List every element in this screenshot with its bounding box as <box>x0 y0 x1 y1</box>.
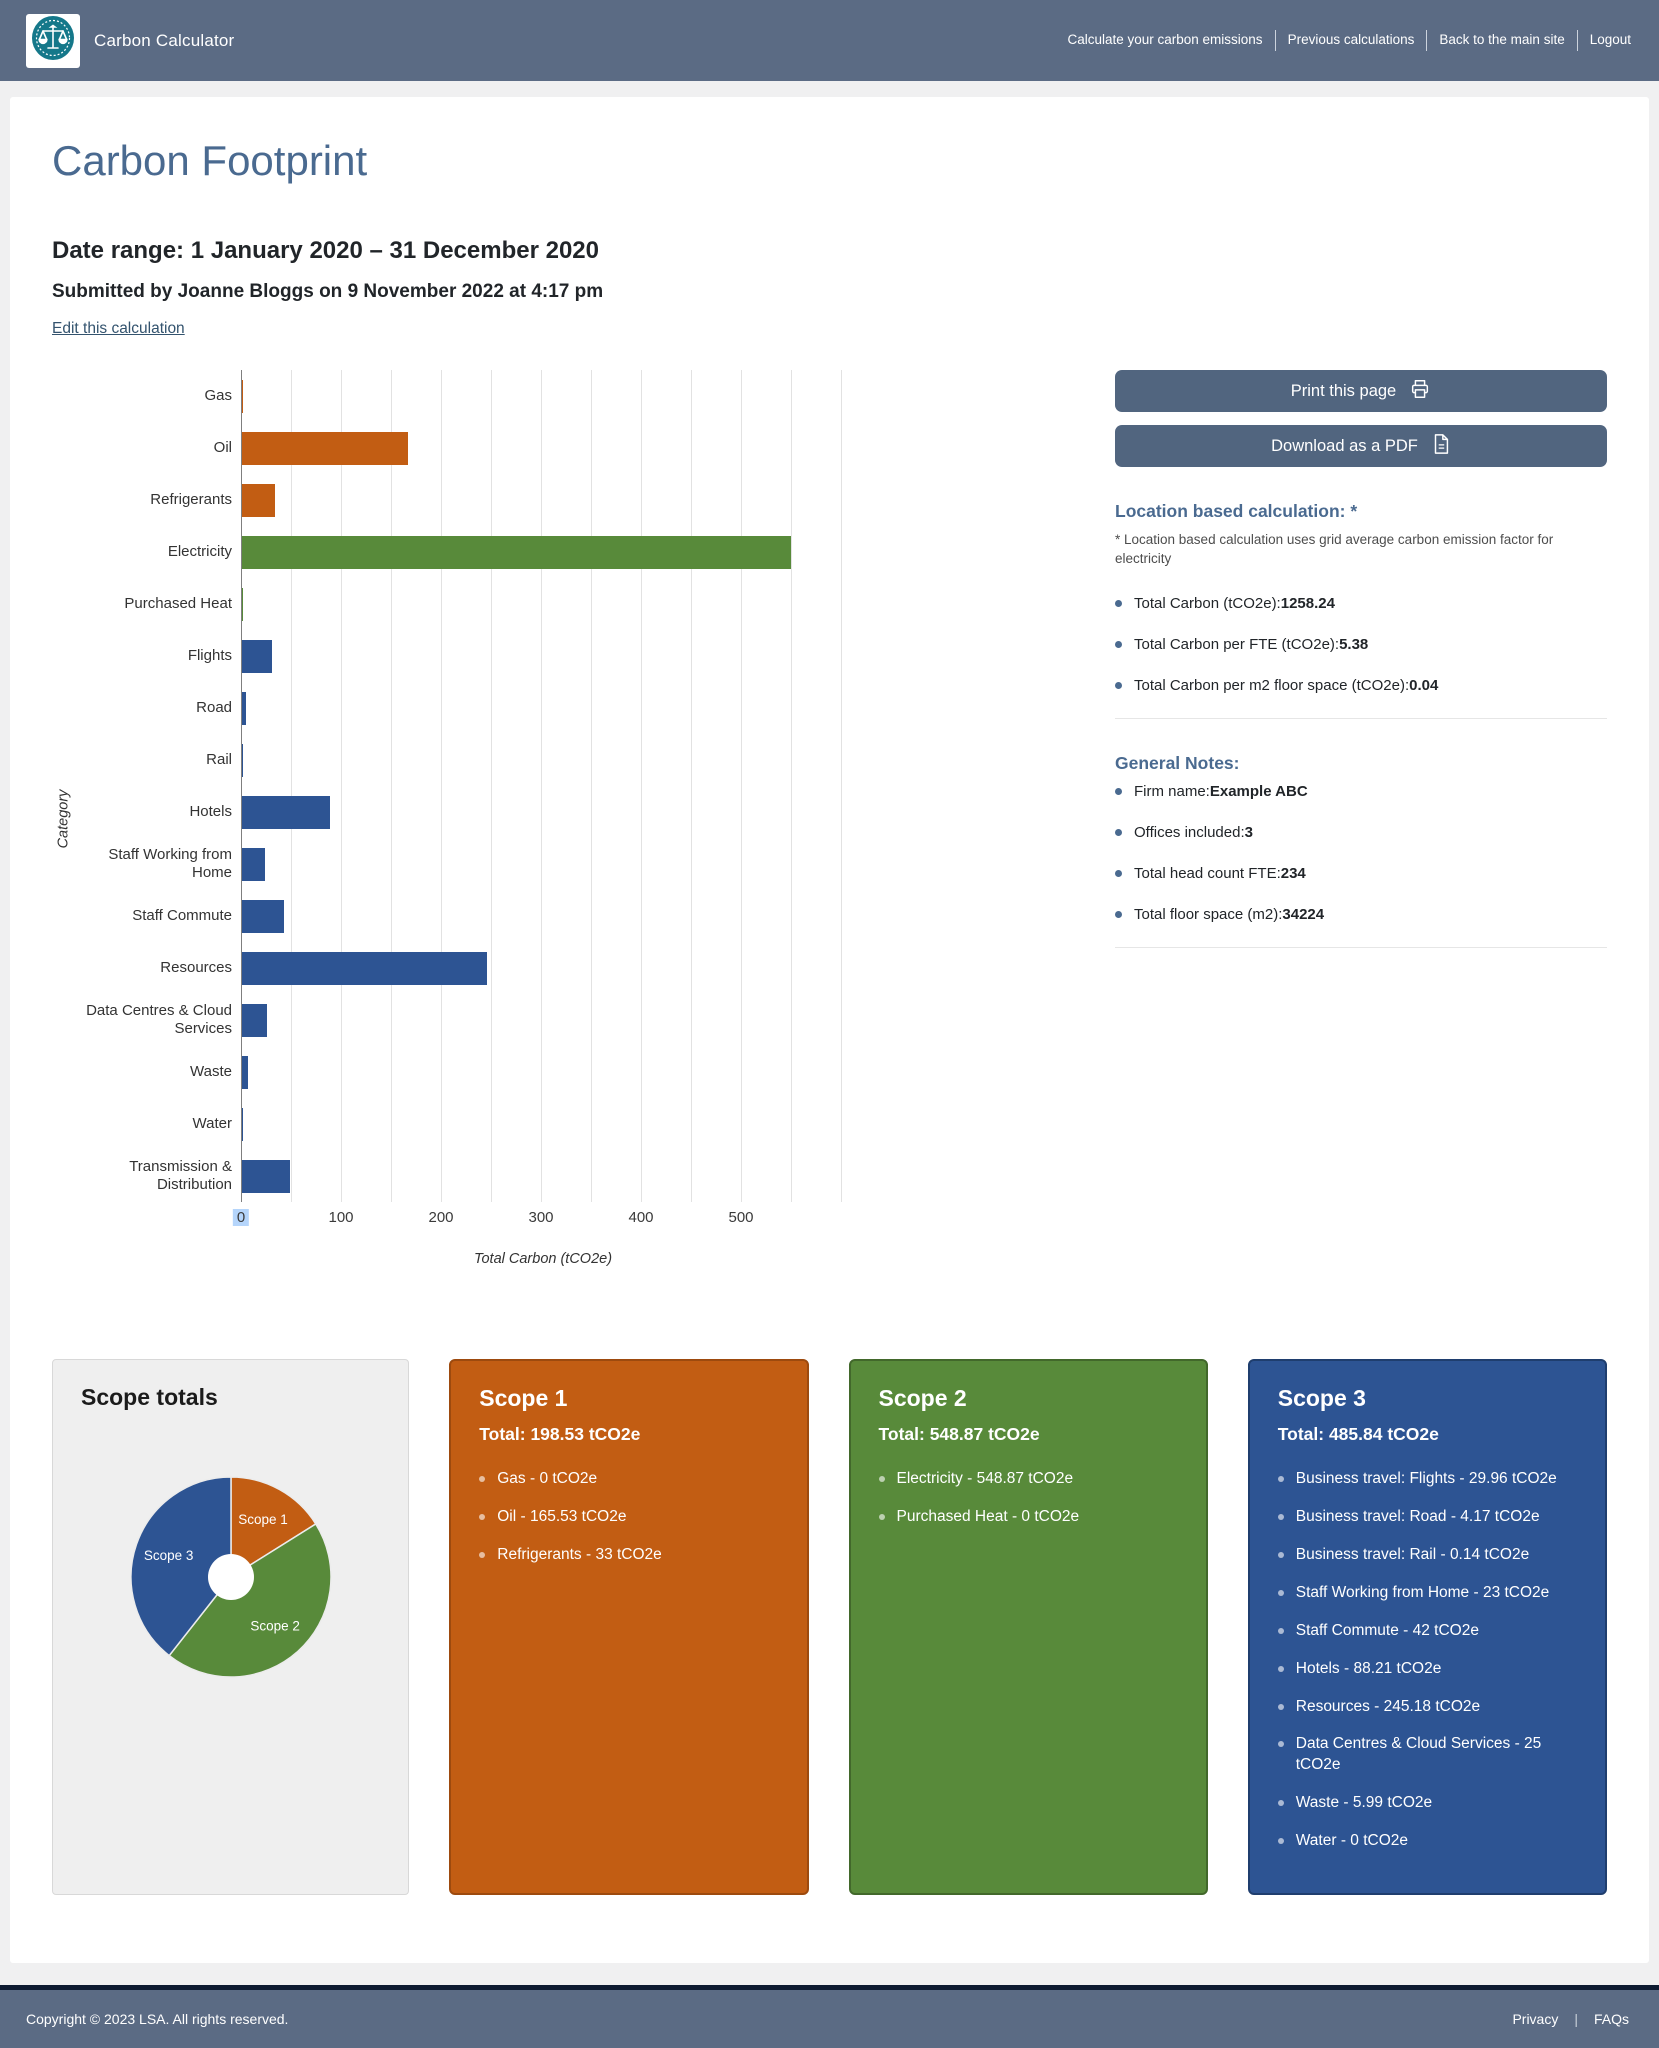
scope-item <box>879 1507 1178 1528</box>
divider <box>1115 718 1607 719</box>
bar-road <box>242 692 246 725</box>
nav-link-calculate[interactable]: Calculate your carbon emissions <box>1067 32 1263 48</box>
bar-rail <box>242 744 243 777</box>
footer-link-privacy[interactable]: Privacy <box>1512 2011 1559 2027</box>
donut-label-scope-3: Scope 3 <box>143 1547 193 1563</box>
chart-row <box>74 890 845 942</box>
stat-label: Total Carbon (tCO2e): <box>1134 594 1281 612</box>
bar-resources <box>242 952 487 985</box>
stat-label: Offices included: <box>1134 823 1245 841</box>
bar-track <box>241 1098 845 1150</box>
bar-track <box>241 890 845 942</box>
x-tick-400: 400 <box>628 1209 654 1226</box>
scope-item <box>1278 1697 1577 1718</box>
nav-link-back[interactable]: Back to the main site <box>1426 30 1576 50</box>
donut-label-scope-1: Scope 1 <box>237 1511 288 1527</box>
scope-item <box>1278 1545 1577 1566</box>
scope-item <box>479 1507 778 1528</box>
bar-track <box>241 994 845 1046</box>
category-label-staff-working-from-home: Staff Working from Home <box>108 846 232 881</box>
category-label-road: Road <box>196 699 232 716</box>
category-label-flights: Flights <box>187 647 232 664</box>
copyright-text: Copyright © 2023 LSA. All rights reserved. <box>26 2011 289 2027</box>
chart-row <box>74 578 845 630</box>
stat-item <box>1115 906 1607 923</box>
nav-link-previous[interactable]: Previous calculations <box>1275 30 1427 50</box>
bar-track <box>241 942 845 994</box>
nav-link-logout[interactable]: Logout <box>1577 30 1633 50</box>
scope-item <box>1278 1659 1577 1680</box>
scope-3-title: Scope 3 <box>1277 1385 1366 1411</box>
chart-row <box>74 1150 845 1202</box>
x-tick-0: 0 <box>233 1209 249 1226</box>
bar-track <box>241 370 845 422</box>
stat-label: Total floor space (m2): <box>1134 905 1283 923</box>
bar-track <box>241 734 845 786</box>
scope-3-card <box>1248 1359 1607 1895</box>
print-button[interactable] <box>1115 370 1607 412</box>
category-label-water: Water <box>192 1115 232 1132</box>
stat-label: Firm name: <box>1134 782 1210 800</box>
scope-3-list <box>1278 1469 1577 1852</box>
category-label-refrigerants: Refrigerants <box>150 491 232 508</box>
stat-item <box>1115 783 1607 800</box>
bar-transmission-distribution <box>242 1160 290 1193</box>
chart-row <box>74 422 845 474</box>
scope-item <box>1278 1831 1577 1852</box>
bar-hotels <box>242 796 330 829</box>
date-range: Date range: 1 January 2020 – 31 December 2020 <box>52 237 599 264</box>
scope-2-title: Scope 2 <box>878 1385 967 1411</box>
scope-3-total: Total: 485.84 tCO2e <box>1277 1424 1439 1444</box>
scope-2-total: Total: 548.87 tCO2e <box>878 1424 1040 1444</box>
footer-link-separator: | <box>1574 2011 1578 2027</box>
scope-totals-card <box>52 1359 409 1895</box>
bar-track <box>241 474 845 526</box>
scope-item-label: Refrigerants - 33 tCO2e <box>497 1545 662 1563</box>
bar-track <box>241 526 845 578</box>
bar-track <box>241 1150 845 1202</box>
scope-item-label: Water - 0 tCO2e <box>1295 1832 1409 1850</box>
footer-link-faqs[interactable]: FAQs <box>1593 2011 1629 2027</box>
y-axis-title: Category <box>55 789 71 848</box>
donut-label-scope-2: Scope 2 <box>249 1618 300 1634</box>
x-tick-100: 100 <box>328 1209 354 1226</box>
stat-label: Total Carbon per FTE (tCO2e): <box>1134 635 1340 653</box>
category-label-hotels: Hotels <box>189 803 232 820</box>
category-label-rail: Rail <box>206 751 232 768</box>
scope-1-card <box>449 1359 808 1895</box>
scope-item-label: Business travel: Rail - 0.14 tCO2e <box>1295 1545 1530 1563</box>
edit-calculation-link[interactable]: Edit this calculation <box>52 320 185 337</box>
right-panel <box>1115 370 1607 1267</box>
stat-value: 3 <box>1244 823 1253 841</box>
stat-value: 5.38 <box>1339 635 1369 653</box>
scope-item-label: Hotels - 88.21 tCO2e <box>1295 1659 1442 1677</box>
scope-totals-title: Scope totals <box>81 1384 218 1410</box>
general-notes-heading: General Notes: <box>1115 752 1240 773</box>
stat-value: 0.04 <box>1409 676 1439 694</box>
stat-value: 1258.24 <box>1280 594 1335 612</box>
scope-item-label: Waste - 5.99 tCO2e <box>1295 1794 1433 1812</box>
scope-donut-chart <box>81 1469 380 1685</box>
chart-row <box>74 1046 845 1098</box>
category-label-purchased-heat: Purchased Heat <box>124 595 232 612</box>
bar-track <box>241 786 845 838</box>
bar-water <box>242 1108 243 1141</box>
scope-item <box>879 1469 1178 1490</box>
bar-rows <box>74 370 845 1202</box>
chart-row <box>74 526 845 578</box>
chart-row <box>74 994 845 1046</box>
chart-section <box>52 370 1607 1267</box>
stat-item <box>1115 677 1607 694</box>
x-tick-200: 200 <box>428 1209 454 1226</box>
stat-label: Total Carbon per m2 floor space (tCO2e): <box>1134 676 1410 694</box>
category-label-data-centres-cloud-services: Data Centres & Cloud Services <box>86 1002 232 1037</box>
general-notes-list <box>1115 783 1607 923</box>
stat-label: Total head count FTE: <box>1134 864 1281 882</box>
scope-1-list <box>479 1469 778 1566</box>
header-nav <box>1055 30 1633 50</box>
category-label-transmission-distribution: Transmission & Distribution <box>129 1158 232 1193</box>
stat-item <box>1115 824 1607 841</box>
divider <box>1115 947 1607 948</box>
category-label-electricity: Electricity <box>167 543 232 560</box>
chart-row <box>74 630 845 682</box>
chart-row <box>74 1098 845 1150</box>
download-pdf-label: Download as a PDF <box>1271 436 1418 455</box>
bar-track <box>241 838 845 890</box>
scope-cards-row <box>52 1359 1607 1895</box>
brand-title: Carbon Calculator <box>94 30 235 50</box>
scope-item-label: Staff Working from Home - 23 tCO2e <box>1295 1583 1550 1601</box>
bar-oil <box>242 432 408 465</box>
bar-track <box>241 578 845 630</box>
scope-item <box>1278 1583 1577 1604</box>
scales-seal-icon <box>30 15 76 66</box>
x-axis <box>236 1209 845 1233</box>
bar-track <box>241 422 845 474</box>
chart-row <box>74 942 845 994</box>
category-label-oil: Oil <box>213 439 232 456</box>
scope-item <box>1278 1621 1577 1642</box>
scope-item-label: Purchased Heat - 0 tCO2e <box>896 1507 1080 1525</box>
location-heading: Location based calculation: * <box>1115 501 1358 521</box>
bar-waste <box>242 1056 248 1089</box>
category-label-staff-commute: Staff Commute <box>132 907 232 924</box>
scope-2-card <box>849 1359 1208 1895</box>
bar-data-centres-cloud-services <box>242 1004 267 1037</box>
chart-row <box>74 370 845 422</box>
bar-track <box>241 682 845 734</box>
x-tick-500: 500 <box>728 1209 754 1226</box>
donut-hole <box>208 1554 254 1600</box>
scope-item <box>479 1545 778 1566</box>
scope-item-label: Oil - 165.53 tCO2e <box>497 1507 627 1525</box>
x-axis-title: Total Carbon (tCO2e) <box>473 1251 613 1267</box>
scope-item <box>1278 1469 1577 1490</box>
pdf-file-icon <box>1431 433 1451 460</box>
stat-item <box>1115 636 1607 653</box>
bar-purchased-heat <box>242 588 243 621</box>
bar-track <box>241 630 845 682</box>
bar-staff-working-from-home <box>242 848 265 881</box>
printer-icon <box>1409 378 1431 405</box>
location-stats <box>1115 595 1607 694</box>
download-pdf-button[interactable] <box>1115 425 1607 467</box>
chart-row <box>74 682 845 734</box>
brand-logo <box>26 14 80 68</box>
footer-nav <box>1496 2011 1633 2027</box>
scope-item-label: Gas - 0 tCO2e <box>497 1470 598 1487</box>
location-footnote: * Location based calculation uses grid average carbon emission factor for electricity <box>1115 532 1554 566</box>
bar-electricity <box>242 536 791 569</box>
stat-item <box>1115 865 1607 882</box>
chart-row <box>74 838 845 890</box>
chart-row <box>74 734 845 786</box>
chart-plot <box>74 370 845 1267</box>
app-header <box>0 0 1659 81</box>
print-button-label: Print this page <box>1290 381 1397 400</box>
stat-value: Example ABC <box>1209 782 1308 800</box>
category-label-resources: Resources <box>160 959 232 976</box>
chart-row <box>74 786 845 838</box>
scope-item <box>1278 1507 1577 1528</box>
category-label-waste: Waste <box>190 1063 232 1080</box>
bar-refrigerants <box>242 484 275 517</box>
main-card <box>10 97 1649 1963</box>
bar-staff-commute <box>242 900 284 933</box>
scope-2-list <box>879 1469 1178 1528</box>
bar-flights <box>242 640 272 673</box>
x-tick-300: 300 <box>528 1209 554 1226</box>
scope-item-label: Staff Commute - 42 tCO2e <box>1295 1621 1479 1639</box>
category-label-gas: Gas <box>204 387 232 404</box>
app-footer <box>0 1985 1659 2048</box>
stat-item <box>1115 595 1607 612</box>
bar-chart <box>52 370 845 1267</box>
scope-1-title: Scope 1 <box>479 1385 568 1411</box>
stat-value: 34224 <box>1282 905 1325 923</box>
scope-item <box>479 1469 778 1490</box>
scope-item-label: Business travel: Road - 4.17 tCO2e <box>1295 1507 1540 1525</box>
scope-item <box>1278 1793 1577 1814</box>
scope-item-label: Electricity - 548.87 tCO2e <box>896 1470 1074 1487</box>
page-title: Carbon Footprint <box>52 137 368 184</box>
scope-item <box>1278 1734 1577 1776</box>
bar-gas <box>242 380 243 413</box>
stat-value: 234 <box>1280 864 1306 882</box>
scope-item-label: Resources - 245.18 tCO2e <box>1295 1697 1481 1715</box>
bar-track <box>241 1046 845 1098</box>
scope-1-total: Total: 198.53 tCO2e <box>479 1424 641 1444</box>
scope-item-label: Business travel: Flights - 29.96 tCO2e <box>1295 1470 1557 1487</box>
chart-row <box>74 474 845 526</box>
submitted-line: Submitted by Joanne Bloggs on 9 November 2022 at 4:17 pm <box>52 281 604 302</box>
scope-item-label: Data Centres & Cloud Services - 25 tCO2e <box>1295 1735 1542 1774</box>
